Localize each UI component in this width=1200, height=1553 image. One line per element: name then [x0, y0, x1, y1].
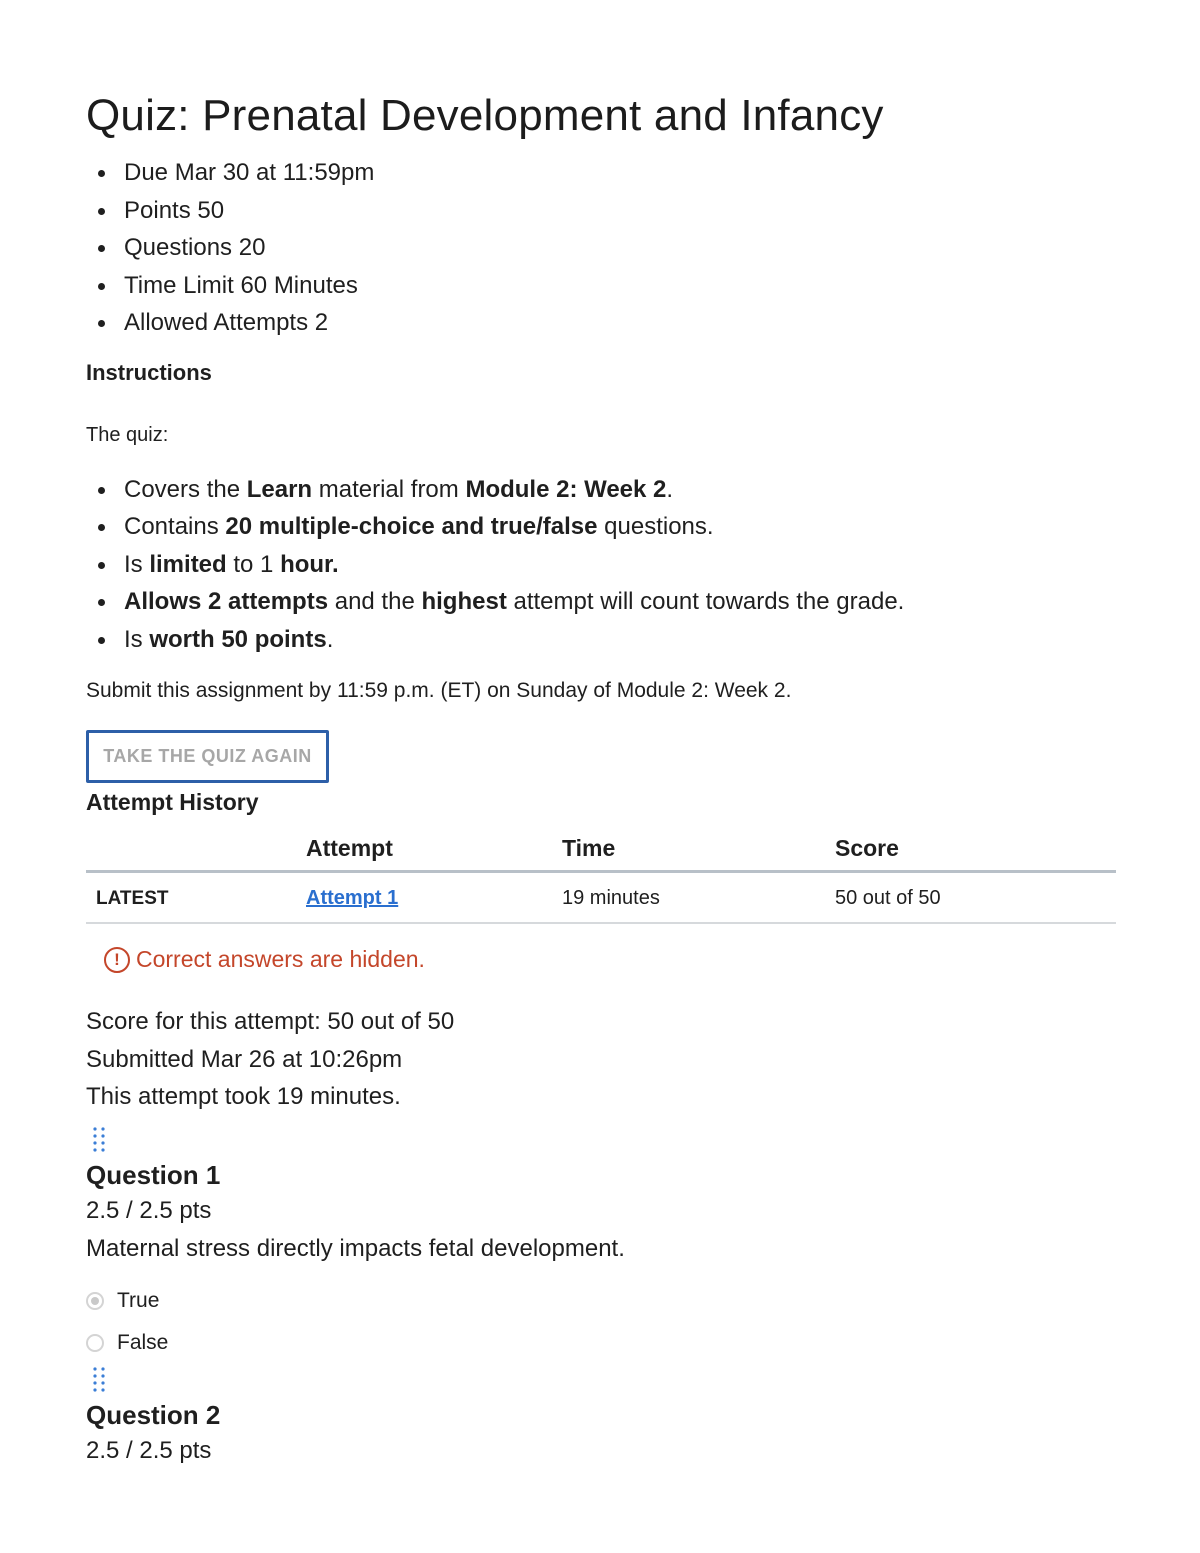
- instruction-item: Covers the Learn material from Module 2: Week 2.: [86, 471, 1116, 509]
- instruction-item: Contains 20 multiple-choice and true/false questions.: [86, 508, 1116, 546]
- allowed-attempts: Allowed Attempts 2: [86, 304, 1116, 342]
- answer-label: True: [117, 1288, 160, 1312]
- drag-handle-icon[interactable]: [91, 1126, 107, 1156]
- question-1: [86, 1158, 1116, 1364]
- question-text: Maternal stress directly impacts fetal development.: [86, 1234, 625, 1262]
- time-limit: Time Limit 60 Minutes: [86, 267, 1116, 305]
- question-points: 2.5 / 2.5 pts: [86, 1196, 212, 1224]
- attempt-1-link[interactable]: Attempt 1: [306, 887, 399, 910]
- points-total: Points 50: [86, 192, 1116, 230]
- radio-unselected-icon[interactable]: [86, 1334, 104, 1352]
- instructions-heading: Instructions: [86, 359, 212, 385]
- column-header-label: [86, 831, 306, 872]
- column-header-score: Score: [835, 831, 1116, 872]
- column-header-attempt: Attempt: [306, 831, 562, 872]
- submission-deadline: Submit this assignment by 11:59 p.m. (ET) on Sunday of Module 2: Week 2.: [86, 679, 792, 703]
- attempt-history-table: [86, 831, 1116, 924]
- answer-option-false[interactable]: [86, 1322, 1116, 1364]
- exclamation-circle-icon: !: [104, 947, 130, 973]
- instruction-item: Is limited to 1 hour.: [86, 546, 1116, 584]
- answer-option-true[interactable]: [86, 1280, 1116, 1322]
- attempt-score: Score for this attempt: 50 out of 50: [86, 1008, 455, 1036]
- due-date: Due Mar 30 at 11:59pm: [86, 154, 1116, 192]
- latest-label: LATEST: [86, 872, 306, 924]
- answers-hidden-notice: [104, 946, 1116, 973]
- question-count: Questions 20: [86, 229, 1116, 267]
- drag-handle-icon[interactable]: [91, 1366, 107, 1396]
- instructions-list: [86, 471, 1116, 659]
- instructions-intro: The quiz:: [86, 423, 169, 446]
- time-cell: 19 minutes: [562, 872, 835, 924]
- column-header-time: Time: [562, 831, 835, 872]
- question-points: 2.5 / 2.5 pts: [86, 1436, 212, 1464]
- quiz-page: [86, 88, 1116, 1470]
- radio-selected-icon[interactable]: [86, 1292, 104, 1310]
- question-title: Question 1: [86, 1159, 221, 1190]
- instruction-item: Is worth 50 points.: [86, 621, 1116, 659]
- attempt-history-heading: Attempt History: [86, 789, 259, 816]
- page-title: Quiz: Prenatal Development and Infancy: [86, 91, 884, 140]
- attempt-duration: This attempt took 19 minutes.: [86, 1083, 401, 1111]
- notice-text: Correct answers are hidden.: [136, 946, 425, 973]
- question-title: Question 2: [86, 1399, 221, 1430]
- instruction-item: Allows 2 attempts and the highest attempt will count towards the grade.: [86, 583, 1116, 621]
- table-row: [86, 872, 1116, 924]
- question-2: [86, 1398, 1116, 1470]
- answer-label: False: [117, 1330, 169, 1354]
- score-cell: 50 out of 50: [835, 872, 1116, 924]
- attempt-cell: [306, 872, 562, 924]
- submitted-time: Submitted Mar 26 at 10:26pm: [86, 1045, 403, 1073]
- quiz-details-list: [86, 154, 1116, 342]
- attempt-summary: [86, 1003, 1116, 1116]
- table-header-row: [86, 831, 1116, 872]
- take-quiz-again-button[interactable]: TAKE THE QUIZ AGAIN: [86, 730, 329, 783]
